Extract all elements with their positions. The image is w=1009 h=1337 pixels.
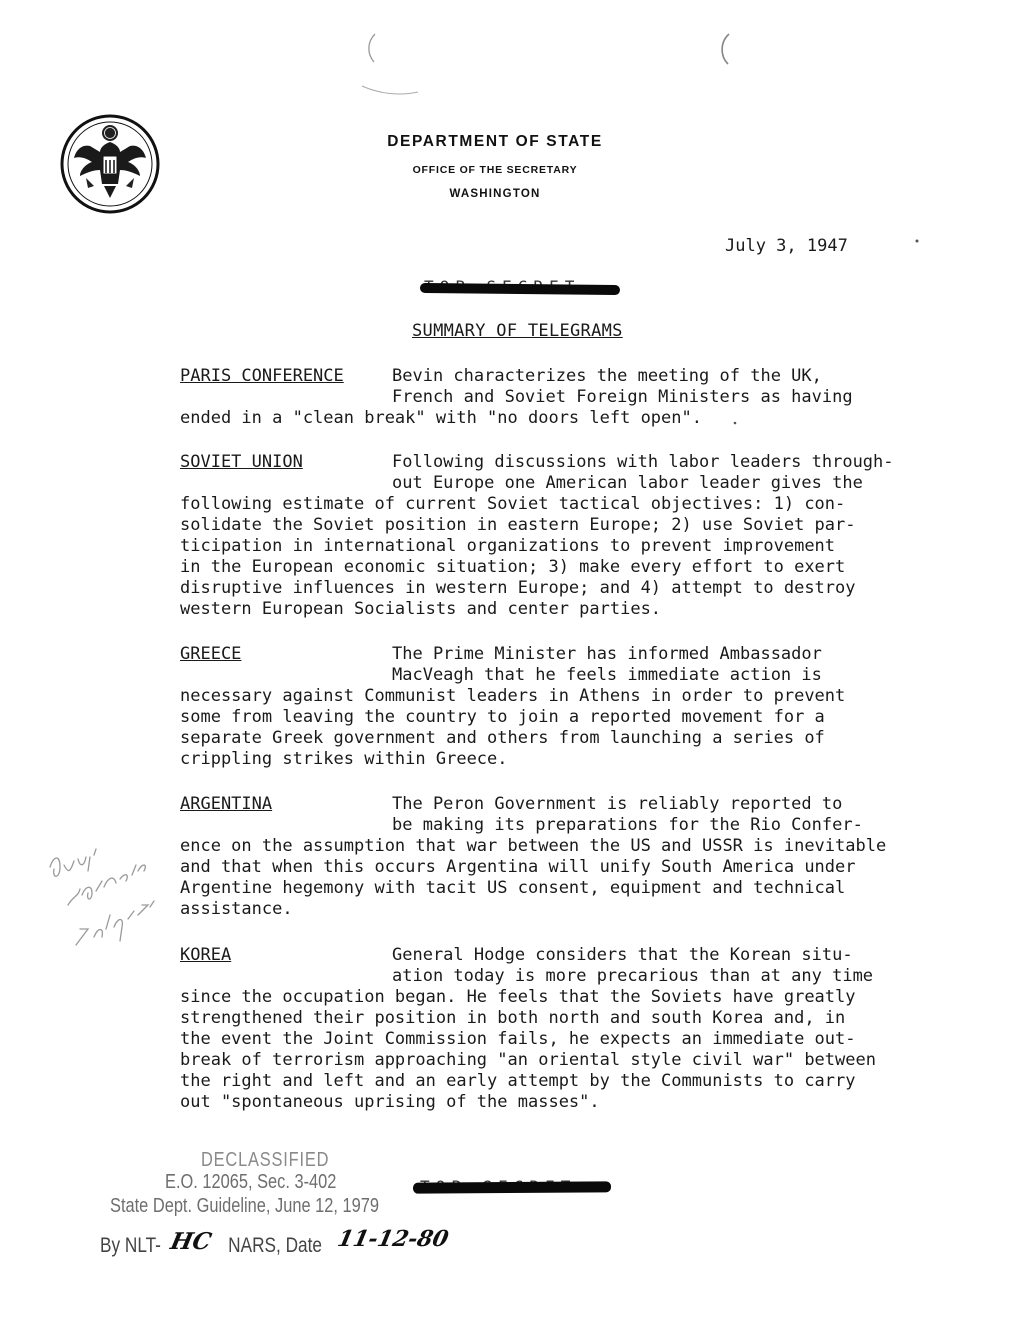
letterhead-office: OFFICE OF THE SECRETARY	[412, 164, 578, 176]
declassified-stamp-title: DECLASSIFIED	[201, 1149, 330, 1171]
stamp-handwritten-date: 11-12-80	[335, 1226, 451, 1252]
section-line: be making its preparations for the Rio Confer-	[392, 815, 863, 835]
section-line: General Hodge considers that the Korean situ-	[392, 945, 853, 965]
section-line: ence on the assumption that war between the US and USSR is inevitable	[180, 836, 887, 856]
redaction-bar-bottom	[413, 1181, 611, 1193]
document-date: July 3, 1947	[725, 236, 848, 256]
redaction-bar-top	[420, 283, 620, 295]
section-heading-paris-conference: PARIS CONFERENCE	[180, 366, 344, 386]
section-line: strengthened their position in both north and south Korea and, in	[180, 1008, 846, 1028]
section-line: separate Greek government and others from launching a series of	[180, 728, 825, 748]
section-line: out "spontaneous uprising of the masses".	[180, 1092, 600, 1112]
stray-mark-icon	[716, 32, 732, 66]
letterhead-department: DEPARTMENT OF STATE	[387, 133, 603, 150]
section-line: in the European economic situation; 3) make every effort to exert	[180, 557, 846, 577]
section-heading-greece: GREECE	[180, 644, 242, 664]
declassified-stamp-guideline: State Dept. Guideline, June 12, 1979	[110, 1195, 379, 1217]
section-line: ended in a "clean break" with "no doors left open".	[180, 408, 702, 428]
section-line: out Europe one American labor leader gives the	[392, 473, 863, 493]
speck-mark-icon	[914, 238, 920, 244]
section-line: crippling strikes within Greece.	[180, 749, 508, 769]
section-line: disruptive influences in western Europe; and 4) attempt to destroy	[180, 578, 856, 598]
stamp-nars-label: NARS, Date	[228, 1234, 322, 1257]
section-line: solidate the Soviet position in eastern Europe; 2) use Soviet par-	[180, 515, 856, 535]
stamp-handwritten-initials: HC	[168, 1228, 214, 1255]
section-line: western European Socialists and center parties.	[180, 599, 662, 619]
section-line: the event the Joint Commission fails, he expects an immediate out-	[180, 1029, 856, 1049]
handwritten-margin-note-icon	[44, 845, 174, 955]
speck-mark-icon	[732, 420, 738, 426]
section-heading-argentina: ARGENTINA	[180, 794, 273, 814]
section-line: ticipation in international organizations to prevent improvement	[180, 536, 836, 556]
stray-mark-icon	[360, 82, 420, 98]
section-line: some from leaving the country to join a reported movement for a	[180, 707, 825, 727]
section-line: Following discussions with labor leaders through-	[392, 452, 894, 472]
stamp-by-label: By NLT-	[100, 1234, 161, 1257]
section-line: since the occupation began. He feels that the Soviets have greatly	[180, 987, 856, 1007]
section-line: break of terrorism approaching "an oriental style civil war" between	[180, 1050, 876, 1070]
state-department-seal-icon	[60, 114, 160, 214]
section-heading-korea: KOREA	[180, 945, 232, 965]
section-line: The Prime Minister has informed Ambassador	[392, 644, 822, 664]
section-line: necessary against Communist leaders in Athens in order to prevent	[180, 686, 846, 706]
section-line: The Peron Government is reliably reported to	[392, 794, 843, 814]
document-title: SUMMARY OF TELEGRAMS	[412, 321, 623, 341]
section-line: ation today is more precarious than at any time	[392, 966, 874, 986]
section-line: French and Soviet Foreign Ministers as having	[392, 387, 853, 407]
section-line: the right and left and an early attempt by the Communists to carry	[180, 1071, 856, 1091]
stray-mark-icon	[364, 32, 378, 64]
declassified-stamp-authority: E.O. 12065, Sec. 3-402	[165, 1171, 337, 1193]
section-heading-soviet-union: SOVIET UNION	[180, 452, 303, 472]
section-line: assistance.	[180, 899, 293, 919]
section-line: MacVeagh that he feels immediate action is	[392, 665, 822, 685]
section-line: and that when this occurs Argentina will unify South America under	[180, 857, 856, 877]
letterhead-city: WASHINGTON	[449, 188, 541, 200]
section-line: Bevin characterizes the meeting of the UK,	[392, 366, 822, 386]
section-line: following estimate of current Soviet tactical objectives: 1) con-	[180, 494, 846, 514]
section-line: Argentine hegemony with tacit US consent, equipment and technical	[180, 878, 846, 898]
